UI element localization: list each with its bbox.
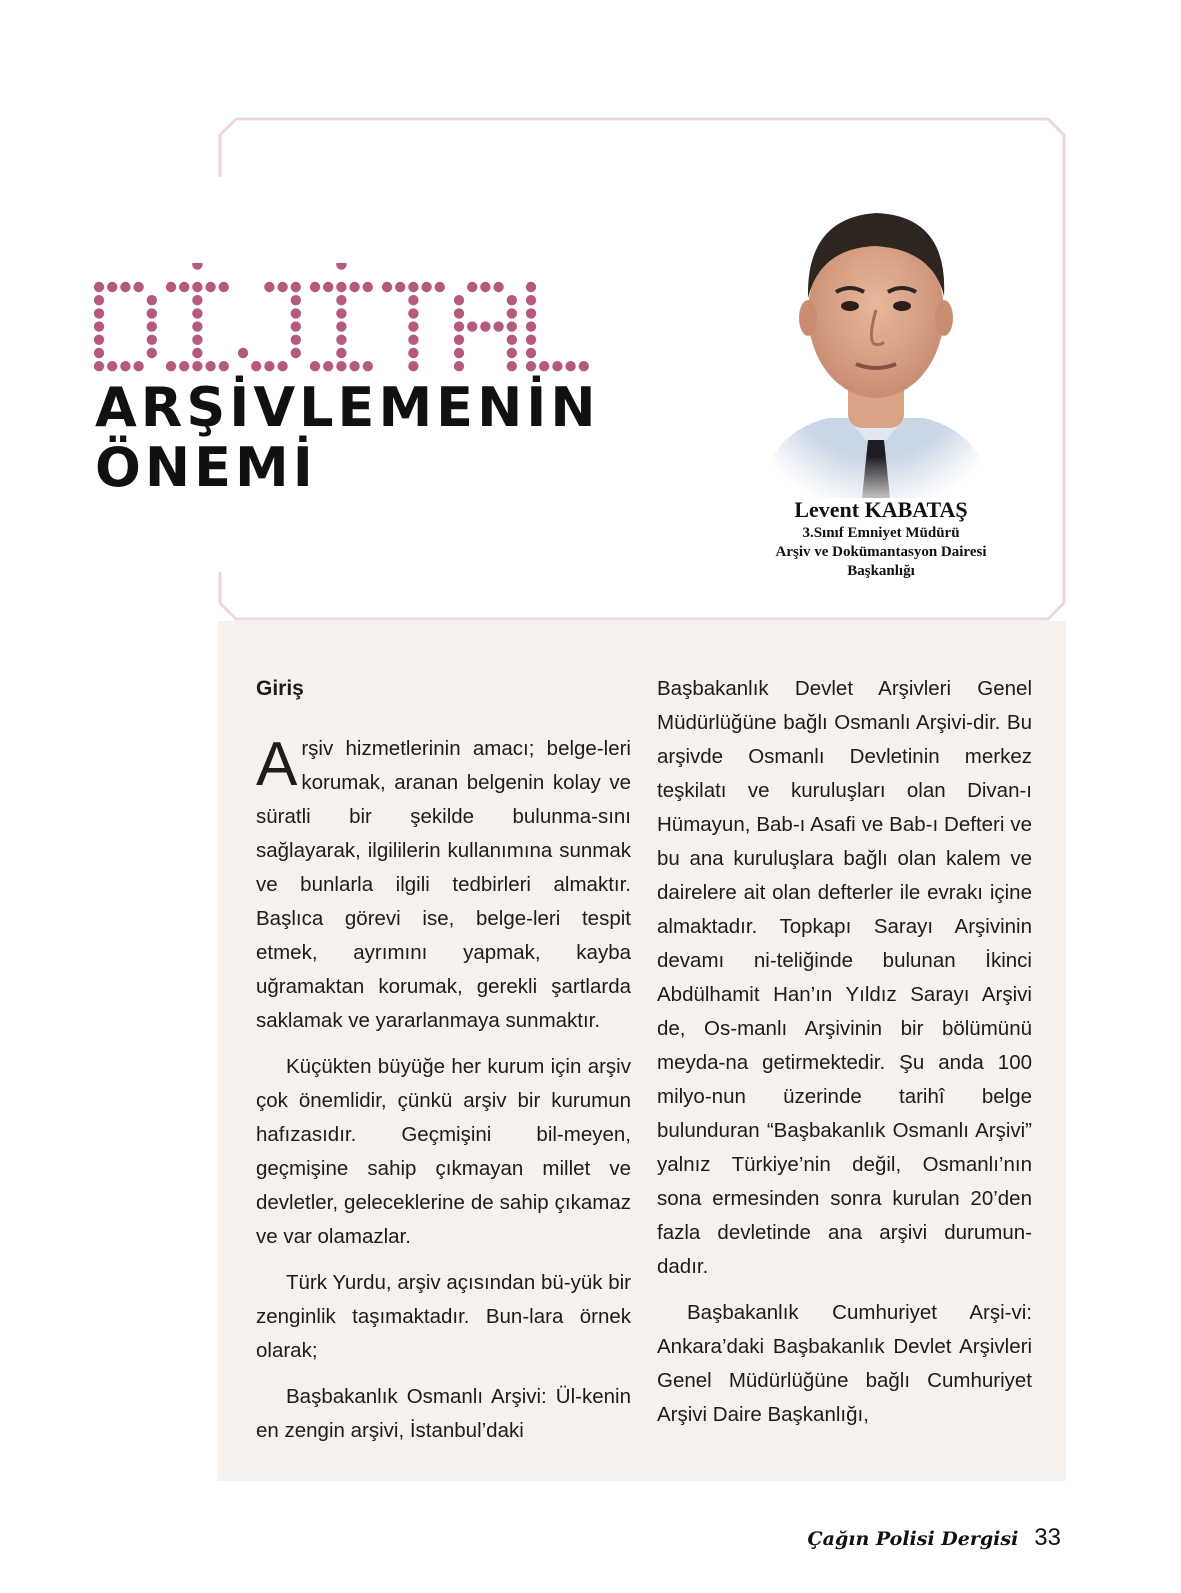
title-dot — [408, 348, 418, 358]
title-dot — [192, 263, 202, 270]
title-dot — [192, 282, 202, 292]
title-dot — [454, 348, 464, 358]
title-dot — [251, 361, 261, 371]
page-footer — [808, 1524, 1061, 1552]
title-dot — [526, 308, 536, 318]
title-dot — [336, 308, 346, 318]
title-dot — [408, 335, 418, 345]
title-dot — [363, 282, 373, 292]
title-dot — [147, 308, 157, 318]
section-heading: Giriş — [256, 677, 304, 700]
title-dot — [493, 282, 503, 292]
title-dot — [166, 361, 176, 371]
title-dot — [94, 321, 104, 331]
title-dot — [238, 348, 248, 358]
magazine-name: Çağın Polisi Dergisi — [807, 1528, 1019, 1550]
title-dot — [166, 282, 176, 292]
title-dot — [192, 321, 202, 331]
paragraph-1 — [256, 732, 631, 1038]
title-dot — [408, 308, 418, 318]
title-dot — [336, 335, 346, 345]
title-dot — [94, 282, 104, 292]
paragraph-6: Başbakanlık Cumhuriyet Arşi-vi: Ankara’daki Başbakanlık Devlet Arşivleri Genel Müdürlüğüne bağlı Cumhuriyet Arşivi Daire Başkanlığı, — [657, 1301, 1032, 1426]
title-dot — [133, 282, 143, 292]
title-dot — [579, 361, 589, 371]
page-number: 33 — [1034, 1524, 1061, 1551]
title-dot — [291, 348, 301, 358]
title-dot — [539, 361, 549, 371]
title-dot — [94, 348, 104, 358]
title-dot — [526, 321, 536, 331]
title-dot — [408, 282, 418, 292]
title-dot — [454, 361, 464, 371]
title-dot — [179, 361, 189, 371]
title-dot — [507, 348, 517, 358]
title-dot — [205, 361, 215, 371]
author-name: Levent KABATAŞ — [794, 497, 968, 522]
paragraph-4: Başbakanlık Osmanlı Arşivi: Ül-kenin en zengin arşivi, İstanbul’daki — [256, 1385, 631, 1442]
title-dot — [565, 361, 575, 371]
title-dot — [120, 282, 130, 292]
title-dot — [264, 282, 274, 292]
title-dot — [192, 361, 202, 371]
title-dot — [107, 282, 117, 292]
title-dot — [277, 361, 287, 371]
title-dot — [467, 321, 477, 331]
author-photo — [748, 178, 1004, 498]
title-dot — [291, 282, 301, 292]
title-dotted — [93, 263, 603, 375]
title-dot — [507, 295, 517, 305]
title-dot — [133, 361, 143, 371]
title-dot — [467, 282, 477, 292]
title-dot — [323, 361, 333, 371]
title-dot — [336, 348, 346, 358]
title-dot — [454, 335, 464, 345]
paragraph-5: Başbakanlık Devlet Arşivleri Genel Müdürlüğüne bağlı Osmanlı Arşivi-dir. Bu arşivde Osmanlı Devletinin merkez teşkilatı ve kuruluşları olan Divan-ı Hümayun, Bab-ı Asafi ve Bab-ı Defteri ve bu ana kuruluşlara bağlı olan kalem ve dairelere ait olan defterler ile evrakı içine almaktadır. Topkapı Sarayı Arşivinin devamı ni-teliğinde bulunan İkinci Abdülhamit Han’ın Yıldız Sarayı Arşivi de, Os-manlı Arşivinin bir bölümünü meyda-na getirmektedir. Şu anda 100 milyo-nun üzerinde tarihî belge bulunduran “Başbakanlık Osmanlı Arşivi” yalnız Türkiye’nin değil, Osmanlı’nın sona ermesinden sonra kurulan 20’den fazla devletinde ana arşivi durumun-dadır. — [657, 677, 1032, 1278]
author-rank: 3.Sınıf Emniyet Müdürü — [802, 525, 960, 541]
title-dot — [219, 361, 229, 371]
title-dot — [454, 308, 464, 318]
title-dot — [507, 335, 517, 345]
title-dot — [323, 282, 333, 292]
title-dot — [395, 282, 405, 292]
title-main — [95, 378, 600, 498]
title-dot — [147, 321, 157, 331]
paragraph-3: Türk Yurdu, arşiv açısından bü-yük bir zenginlik taşımaktadır. Bun-lara örnek olarak; — [256, 1271, 631, 1362]
title-dot — [94, 308, 104, 318]
title-dot — [349, 361, 359, 371]
title-dot — [94, 361, 104, 371]
title-dot — [291, 335, 301, 345]
title-dot — [147, 295, 157, 305]
paragraph-1-text: rşiv hizmetlerinin amacı; belge-leri korumak, aranan belgenin kolay ve süratli bir şekilde bulunma-sını sağlayarak, ilgililerin kullanımına sunmak ve bunlarla ilgili tedbirleri almaktır. Başlıca görevi ise, belge-leri tespit etmek, ayrımını yapmak, kayba uğramaktan korumak, gerekli şartlarda saklamak ve yararlanmaya sunmaktır. — [256, 737, 631, 1032]
title-dot — [120, 361, 130, 371]
title-dot — [435, 282, 445, 292]
author-dept-line-1: Arşiv ve Dokümantasyon Dairesi — [775, 544, 987, 560]
title-dot — [408, 361, 418, 371]
title-dot — [310, 361, 320, 371]
author-dept-line-2: Başkanlığı — [847, 563, 915, 579]
title-dot — [408, 295, 418, 305]
title-dot — [454, 321, 464, 331]
title-dot — [291, 295, 301, 305]
title-dot — [507, 308, 517, 318]
title-dot — [107, 361, 117, 371]
title-dot — [264, 361, 274, 371]
title-dot — [480, 321, 490, 331]
title-dot — [94, 295, 104, 305]
title-dot — [493, 321, 503, 331]
article-column-right — [657, 672, 1032, 1444]
title-dot — [205, 282, 215, 292]
title-dot — [382, 282, 392, 292]
title-dot — [192, 335, 202, 345]
title-dot — [147, 348, 157, 358]
title-dot — [363, 361, 373, 371]
title-dot — [336, 321, 346, 331]
title-dot — [480, 282, 490, 292]
title-dot — [94, 335, 104, 345]
title-dot — [291, 321, 301, 331]
title-dot — [526, 295, 536, 305]
author-block — [740, 496, 1022, 581]
title-dot — [179, 282, 189, 292]
title-dot — [526, 348, 536, 358]
drop-cap: A — [256, 730, 298, 799]
title-dot — [336, 295, 346, 305]
title-dot — [291, 308, 301, 318]
title-dot — [192, 308, 202, 318]
title-dot — [454, 295, 464, 305]
title-dot — [526, 282, 536, 292]
title-dot — [526, 335, 536, 345]
title-dot — [147, 335, 157, 345]
title-dot — [336, 282, 346, 292]
title-dot — [507, 321, 517, 331]
title-line-2: ÖNEMİ — [95, 436, 317, 499]
article-column-left — [256, 672, 631, 1460]
title-dot — [408, 321, 418, 331]
title-line-1: ARŞİVLEMENİN — [95, 376, 600, 439]
paragraph-2: Küçükten büyüğe her kurum için arşiv çok önemlidir, çünkü arşiv bir kurumun hafızasıdır. Geçmişini bil-meyen, geçmişine sahip çıkmayan millet ve devletler, geleceklerine de sahip çıkamaz ve var olamazlar. — [256, 1055, 631, 1248]
title-dot — [507, 361, 517, 371]
title-dot — [349, 282, 359, 292]
title-dot — [421, 282, 431, 292]
title-dot — [552, 361, 562, 371]
title-dot — [526, 361, 536, 371]
title-dot — [336, 361, 346, 371]
title-dot — [277, 282, 287, 292]
title-dot — [219, 282, 229, 292]
title-dot — [192, 295, 202, 305]
title-dot — [310, 282, 320, 292]
title-dot — [192, 348, 202, 358]
title-dot — [336, 263, 346, 270]
